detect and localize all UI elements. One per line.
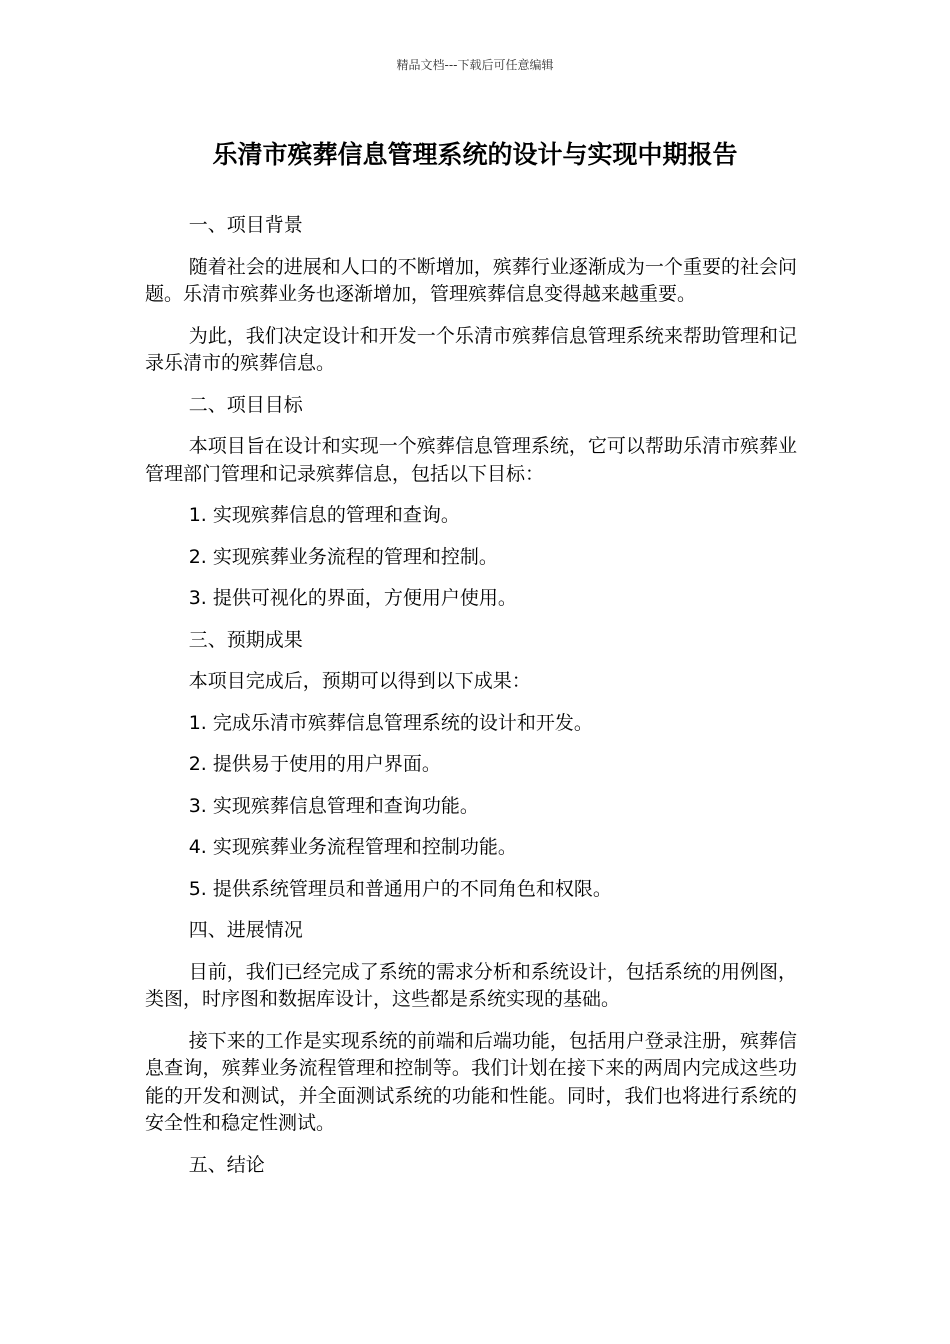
list-item: 3. 提供可视化的界面，方便用户使用。	[188, 587, 517, 609]
paragraph: 接下来的工作是实现系统的前端和后端功能，包括用户登录注册，殡葬信息查询，殡葬业务流程管理和控制等。我们计划在接下来的两周内完成这些功能的开发和测试，并全面测试系统的功能和性能。同时，我们也将进行系统的安全性和稳定性测试。	[145, 1029, 797, 1134]
list-item: 3. 实现殡葬信息管理和查询功能。	[188, 794, 479, 817]
section-heading-goals: 二、项目目标	[188, 393, 303, 416]
paragraph: 为此，我们决定设计和开发一个乐清市殡葬信息管理系统来帮助管理和记录乐清市的殡葬信息。	[145, 324, 797, 374]
header-note: 精品文档---下载后可任意编辑	[396, 58, 554, 72]
section-heading-progress: 四、进展情况	[188, 919, 303, 941]
paragraph: 本项目完成后，预期可以得到以下成果：	[188, 670, 531, 692]
section-heading-outcomes: 三、预期成果	[188, 628, 303, 651]
paragraph: 随着社会的进展和人口的不断增加，殡葬行业逐渐成为一个重要的社会问题。乐清市殡葬业务也逐渐增加，管理殡葬信息变得越来越重要。	[145, 255, 797, 305]
document-body	[145, 212, 797, 1193]
paragraph: 目前，我们已经完成了系统的需求分析和系统设计，包括系统的用例图，类图，时序图和数据库设计，这些都是系统实现的基础。	[145, 960, 797, 1010]
list-item: 2. 提供易于使用的用户界面。	[188, 753, 441, 775]
section-heading-conclusion: 五、结论	[188, 1153, 265, 1176]
list-item: 2. 实现殡葬业务流程的管理和控制。	[188, 545, 498, 568]
paragraph: 本项目旨在设计和实现一个殡葬信息管理系统，它可以帮助乐清市殡葬业管理部门管理和记录殡葬信息，包括以下目标：	[145, 435, 797, 485]
list-item: 4. 实现殡葬业务流程管理和控制功能。	[188, 836, 517, 858]
section-heading-background: 一、项目背景	[188, 214, 303, 236]
list-item: 1. 实现殡葬信息的管理和查询。	[188, 504, 460, 526]
list-item: 5. 提供系统管理员和普通用户的不同角色和权限。	[188, 877, 612, 900]
list-item: 1. 完成乐清市殡葬信息管理系统的设计和开发。	[188, 711, 593, 734]
document-title: 乐清市殡葬信息管理系统的设计与实现中期报告	[212, 140, 738, 169]
